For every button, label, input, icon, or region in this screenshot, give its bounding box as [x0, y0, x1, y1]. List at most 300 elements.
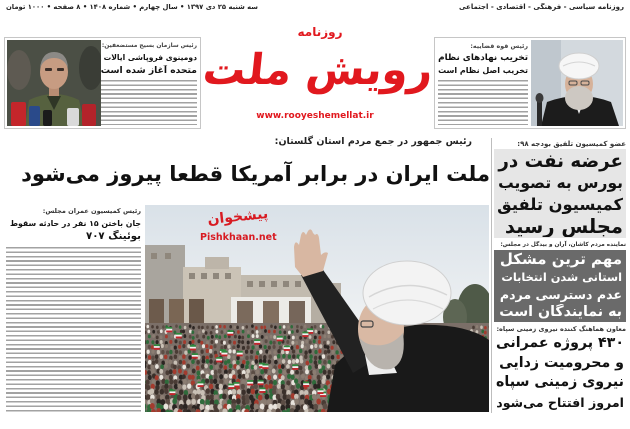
- crowd-figure: [282, 359, 286, 364]
- watermark-latin: Pishkhaan.net: [200, 232, 277, 243]
- crowd-figure: [165, 344, 168, 348]
- crowd-figure: [318, 340, 321, 344]
- building-top: [205, 257, 229, 269]
- crowd-figure: [265, 339, 268, 343]
- crowd-figure: [323, 341, 326, 345]
- crowd-figure: [156, 325, 159, 329]
- crowd-figure: [252, 334, 255, 338]
- crowd-figure: [313, 374, 317, 379]
- crowd-figure: [161, 350, 164, 354]
- flag-stripe: [302, 333, 308, 335]
- title-line: تخریب اصل نظام است: [438, 65, 528, 75]
- side-story-3-title: [494, 334, 626, 413]
- crowd-figure: [246, 360, 250, 365]
- crowd-figure: [192, 369, 196, 374]
- crowd-figure: [292, 349, 295, 353]
- crowd-figure: [155, 359, 159, 364]
- flag: [154, 344, 160, 349]
- flag-stripe: [302, 332, 308, 334]
- crowd-figure: [238, 374, 242, 379]
- crowd-figure: [267, 375, 271, 380]
- crowd-figure: [296, 325, 299, 329]
- crowd-figure: [173, 369, 177, 374]
- crowd-figure: [218, 369, 222, 374]
- crowd-figure: [251, 330, 254, 334]
- crowd-figure: [182, 344, 185, 348]
- crowd-figure: [316, 384, 320, 390]
- crowd-figure: [251, 340, 254, 344]
- crowd-figure: [229, 325, 232, 329]
- crowd-figure: [261, 335, 264, 339]
- crowd-figure: [308, 365, 312, 370]
- crowd-figure: [160, 364, 164, 369]
- crowd-figure: [295, 341, 298, 345]
- top-right-body-text: [438, 80, 528, 125]
- flag-stripe: [254, 339, 260, 341]
- flag-stripe: [277, 338, 283, 340]
- flag-stripe: [216, 357, 222, 359]
- crowd-figure: [251, 324, 254, 328]
- crowd-figure: [213, 344, 216, 348]
- flag-stripe: [284, 347, 290, 349]
- crowd-figure: [148, 345, 151, 349]
- flag-stripe: [228, 387, 234, 389]
- flag-stripe: [227, 334, 233, 336]
- crowd-figure: [215, 330, 218, 334]
- flag: [169, 390, 175, 395]
- crowd-figure: [179, 341, 182, 345]
- crowd-figure: [152, 330, 155, 334]
- crowd-figure: [292, 354, 295, 359]
- crowd-figure: [200, 341, 203, 345]
- flag-stripe: [192, 357, 198, 359]
- flag-stripe: [277, 340, 283, 342]
- crowd-figure: [179, 325, 182, 329]
- crowd-figure: [476, 325, 479, 329]
- crowd-figure: [277, 349, 280, 353]
- lead-photo: [145, 205, 489, 412]
- crowd-figure: [206, 359, 210, 364]
- flag-stripe: [221, 355, 227, 357]
- flag-stripe: [233, 382, 239, 384]
- crowd-figure: [336, 355, 339, 360]
- crowd-figure: [322, 331, 325, 335]
- crowd-figure: [323, 334, 326, 338]
- flag-stripe: [247, 382, 253, 384]
- flag-stripe: [190, 349, 196, 351]
- crowd-figure: [242, 346, 245, 350]
- crowd-figure: [283, 330, 286, 334]
- flag-stripe: [227, 330, 233, 332]
- crowd-figure: [268, 384, 272, 390]
- crowd-figure: [259, 330, 262, 334]
- crowd-figure: [309, 354, 312, 359]
- crowd-figure: [148, 375, 152, 380]
- crowd-figure: [286, 364, 290, 369]
- crowd-figure: [184, 351, 187, 355]
- side-story-3-kicker: معاون هماهنگ کننده نیروی زمینی سپاه:: [496, 325, 626, 333]
- crowd-figure: [281, 350, 284, 354]
- logo-small-label: روزنامه: [297, 25, 343, 39]
- microphone: [29, 106, 40, 126]
- flag-stripe: [166, 329, 172, 331]
- crowd-figure: [318, 364, 322, 369]
- crowd-figure: [196, 389, 200, 395]
- top-left-kicker: رئیس سازمان بسیج مستضعفین:: [101, 43, 197, 49]
- crowd-figure: [191, 399, 196, 405]
- title-line: بوئینگ ۷۰۷: [86, 231, 141, 242]
- flag: [198, 382, 204, 387]
- crowd-figure: [299, 336, 302, 340]
- window: [295, 281, 301, 287]
- crowd-figure: [254, 384, 258, 390]
- crowd-figure: [238, 335, 241, 339]
- flag: [216, 357, 222, 362]
- crowd-figure: [265, 394, 270, 400]
- crowd-figure: [224, 374, 228, 379]
- flag-stripe: [176, 335, 182, 337]
- crowd-figure: [331, 355, 334, 360]
- crowd-figure: [335, 350, 338, 354]
- crowd-figure: [273, 330, 276, 334]
- crowd-figure: [229, 374, 233, 379]
- crowd-figure: [247, 334, 250, 338]
- crowd-figure: [146, 325, 149, 329]
- crowd-figure: [251, 389, 255, 395]
- crowd-figure: [327, 355, 330, 360]
- crowd-figure: [227, 345, 230, 349]
- crowd-figure: [318, 336, 321, 340]
- crowd-figure: [173, 379, 177, 384]
- website-url: www.rooyeshemellat.ir: [256, 111, 374, 121]
- crowd-figure: [223, 365, 227, 370]
- crowd-figure: [481, 330, 484, 334]
- crowd-figure: [156, 340, 159, 344]
- top-left-body-text: [101, 80, 197, 125]
- crowd-figure: [183, 334, 186, 338]
- crowd-figure: [237, 330, 240, 334]
- crowd-figure: [250, 350, 253, 354]
- crowd-figure: [164, 355, 167, 360]
- crowd-figure: [326, 374, 330, 379]
- crowd-figure: [290, 385, 294, 391]
- crowd-figure: [296, 349, 299, 353]
- crowd-figure: [282, 389, 286, 395]
- window: [225, 273, 231, 279]
- crowd-figure: [295, 359, 299, 364]
- crowd-figure: [260, 369, 264, 374]
- crowd-figure: [241, 336, 244, 340]
- crowd-figure: [278, 341, 281, 345]
- crowd-figure: [279, 325, 282, 329]
- crowd-figure: [237, 369, 241, 374]
- crowd-figure: [246, 388, 250, 394]
- crowd-figure: [224, 334, 227, 338]
- side-story-2-title: [494, 250, 626, 322]
- crowd-figure: [300, 399, 305, 405]
- crowd-figure: [191, 340, 194, 344]
- crowd-figure: [196, 334, 199, 338]
- crowd-figure: [247, 330, 250, 334]
- microphone: [11, 102, 26, 126]
- crowd-figure: [245, 350, 248, 354]
- crowd-figure: [188, 369, 192, 374]
- portrait-poster: [169, 299, 184, 327]
- crowd-figure: [213, 379, 217, 384]
- crowd-figure: [245, 373, 249, 378]
- crowd-figure: [182, 384, 186, 390]
- crowd-figure: [305, 340, 308, 344]
- flag: [318, 389, 324, 394]
- crowd-figure: [198, 331, 201, 335]
- title-line: استانی شدن انتخابات: [501, 269, 622, 284]
- crowd-figure: [146, 385, 150, 391]
- crowd-figure: [150, 365, 154, 370]
- title-line: و محرومیت زدایی: [499, 354, 624, 371]
- crowd-figure: [277, 384, 281, 390]
- eyebrow: [57, 68, 64, 71]
- flag-stripe: [198, 383, 204, 385]
- crowd-figure: [272, 345, 275, 349]
- crowd-figure: [327, 334, 330, 338]
- crowd-figure: [323, 360, 327, 365]
- eyebrow: [45, 68, 52, 71]
- crowd-figure: [314, 350, 317, 354]
- crowd-figure: [279, 346, 282, 350]
- crowd-figure: [233, 326, 236, 330]
- crowd-figure: [188, 389, 192, 395]
- crowd-figure: [200, 399, 205, 405]
- crowd-figure: [157, 350, 160, 354]
- crowd-figure: [258, 395, 263, 401]
- flag-stripe: [247, 380, 253, 382]
- crowd-figure: [291, 330, 294, 334]
- window: [247, 281, 253, 287]
- crowd-figure: [283, 325, 286, 329]
- crowd-figure: [274, 326, 277, 330]
- crowd-figure: [327, 364, 331, 369]
- crowd-figure: [264, 329, 267, 333]
- crowd-figure: [268, 351, 271, 355]
- crowd-figure: [236, 360, 240, 365]
- crowd-figure: [281, 364, 285, 369]
- crowd-figure: [186, 364, 190, 369]
- crowd-figure: [327, 349, 330, 353]
- crowd-figure: [147, 370, 151, 375]
- crowd-figure: [321, 379, 325, 384]
- top-right-kicker: رئیس قوه قضاییه:: [470, 43, 528, 50]
- crowd-figure: [319, 369, 323, 374]
- crowd-figure: [273, 380, 277, 385]
- crowd-figure: [327, 330, 330, 334]
- crowd-figure: [227, 354, 230, 359]
- crowd-figure: [196, 344, 199, 348]
- crowd-figure: [318, 360, 322, 365]
- crowd-figure: [148, 360, 152, 365]
- crowd-figure: [157, 330, 160, 334]
- crowd-figure: [318, 355, 321, 360]
- crowd-figure: [215, 365, 219, 370]
- crowd-figure: [177, 383, 181, 389]
- crowd-figure: [312, 394, 317, 400]
- crowd-figure: [291, 341, 294, 345]
- crowd-figure: [163, 404, 168, 410]
- microphone: [43, 110, 52, 126]
- crowd-figure: [215, 340, 218, 344]
- crowd-figure: [256, 351, 259, 355]
- crowd-figure: [206, 341, 209, 345]
- flag-stripe: [260, 391, 266, 393]
- crowd-figure: [173, 364, 177, 369]
- crowd-figure: [263, 359, 267, 364]
- crowd-figure: [211, 335, 214, 339]
- flag-stripe: [166, 331, 172, 333]
- crowd-figure: [178, 345, 181, 349]
- crowd-figure: [313, 339, 316, 343]
- flag-stripe: [228, 384, 234, 386]
- crowd-figure: [174, 354, 177, 359]
- crowd-figure: [148, 355, 151, 360]
- crowd-figure: [270, 335, 273, 339]
- title-line: امروز افتتاح می‌شود: [496, 394, 624, 410]
- newspaper-logo: رویش ملت: [200, 45, 436, 94]
- crowd-figure: [284, 336, 287, 340]
- portrait-poster: [289, 301, 305, 325]
- crowd-figure: [178, 356, 181, 361]
- crowd-figure: [278, 369, 282, 374]
- crowd-figure: [148, 334, 151, 338]
- crowd-figure: [299, 349, 302, 353]
- crowd-figure: [309, 335, 312, 339]
- crowd-figure: [264, 345, 267, 349]
- crowd-figure: [218, 335, 221, 339]
- crowd-figure: [246, 345, 249, 349]
- crowd-figure: [223, 329, 226, 333]
- crowd-figure: [237, 389, 241, 395]
- crowd-figure: [219, 364, 223, 369]
- flag-stripe: [320, 395, 326, 397]
- crowd-figure: [196, 371, 200, 376]
- window: [213, 273, 219, 279]
- flag-stripe: [303, 382, 309, 384]
- crowd-figure: [245, 325, 248, 329]
- crowd-figure: [210, 331, 213, 335]
- flag: [228, 384, 234, 389]
- crowd-figure: [269, 341, 272, 345]
- crowd-figure: [184, 326, 187, 330]
- flag-stripe: [284, 346, 290, 348]
- flag-stripe: [190, 347, 196, 349]
- crowd-figure: [294, 399, 299, 405]
- crowd-figure: [301, 344, 304, 348]
- crowd-figure: [273, 375, 277, 380]
- crowd-figure: [209, 354, 212, 359]
- flag: [247, 380, 253, 385]
- flag: [284, 346, 290, 351]
- window: [283, 281, 289, 287]
- flag-stripe: [237, 355, 243, 357]
- flag-stripe: [227, 332, 233, 334]
- crowd-figure: [227, 359, 231, 364]
- flag-stripe: [190, 345, 196, 347]
- crowd-figure: [164, 364, 168, 369]
- flag-stripe: [318, 389, 324, 391]
- crowd-figure: [260, 326, 263, 330]
- crowd-figure: [229, 364, 233, 369]
- crowd-figure: [259, 344, 262, 348]
- crowd-figure: [303, 346, 306, 350]
- crowd-figure: [165, 360, 169, 365]
- crowd-figure: [152, 334, 155, 338]
- flag-stripe: [307, 328, 313, 330]
- crowd-figure: [151, 345, 154, 349]
- crowd-figure: [295, 370, 299, 375]
- title-line: عرضه نفت در: [498, 151, 623, 172]
- crowd-figure: [159, 369, 163, 374]
- crowd-figure: [296, 329, 299, 333]
- flag-stripe: [258, 380, 264, 382]
- background-person: [7, 50, 31, 90]
- crowd-figure: [189, 324, 192, 328]
- flag-stripe: [169, 390, 175, 392]
- flag-stripe: [262, 364, 268, 366]
- crowd-figure: [288, 354, 291, 359]
- crowd-figure: [170, 346, 173, 350]
- crowd-figure: [245, 365, 249, 370]
- crowd-figure: [282, 354, 285, 359]
- crowd-figure: [286, 369, 290, 374]
- crowd-figure: [242, 326, 245, 330]
- flag-stripe: [221, 353, 227, 355]
- crowd-figure: [164, 384, 168, 390]
- crowd-figure: [301, 374, 305, 379]
- crowd-figure: [206, 326, 209, 330]
- crowd-figure: [268, 354, 271, 359]
- crowd-figure: [151, 356, 154, 361]
- crowd-figure: [211, 326, 214, 330]
- flag-stripe: [176, 337, 182, 339]
- flag-stripe: [192, 355, 198, 357]
- crowd-figure: [177, 395, 182, 401]
- crowd-figure: [182, 354, 185, 359]
- crowd-figure: [182, 374, 186, 379]
- crowd-figure: [323, 370, 327, 375]
- crowd-figure: [296, 383, 300, 389]
- flag-stripe: [169, 393, 175, 395]
- crowd-figure: [319, 344, 322, 348]
- crowd-figure: [314, 325, 317, 329]
- crowd-figure: [231, 403, 236, 409]
- title-line: کمیسیون تلفیق: [497, 195, 623, 214]
- window: [201, 273, 207, 279]
- title-line: به نمایندگان است: [499, 303, 622, 320]
- crowd-figure: [191, 375, 195, 380]
- left-story-kicker: رئیس کمیسیون عمران مجلس:: [42, 207, 141, 215]
- crowd-figure: [322, 325, 325, 329]
- crowd-figure: [251, 361, 255, 366]
- crowd-figure: [274, 356, 277, 361]
- crowd-figure: [238, 340, 241, 344]
- flag-stripe: [216, 359, 222, 361]
- crowd-figure: [165, 335, 168, 339]
- crowd-figure: [288, 360, 292, 365]
- title-line: بورس به تصویب: [498, 173, 623, 192]
- crowd-figure: [166, 350, 169, 354]
- flag-stripe: [221, 351, 227, 353]
- side-story-2-kicker: نماینده مردم کاشان، آران و بیدگل در مجلس:: [500, 242, 626, 248]
- crowd-figure: [219, 374, 223, 379]
- crowd-figure: [250, 355, 253, 360]
